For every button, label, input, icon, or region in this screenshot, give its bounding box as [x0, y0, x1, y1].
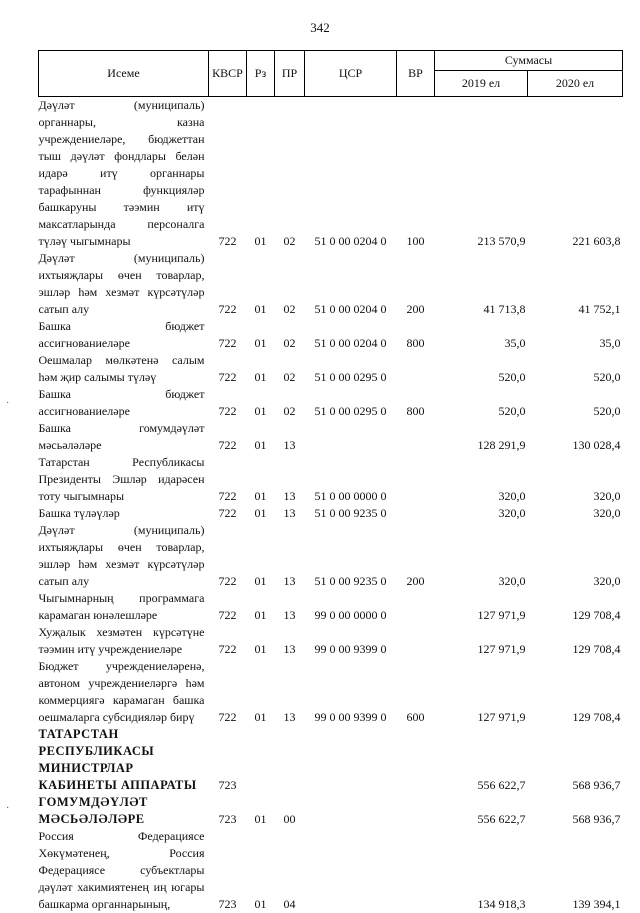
table-row	[39, 590, 623, 624]
row-kvsr: 722	[209, 97, 247, 251]
row-amount-2020: 41 752,1	[528, 250, 623, 318]
row-name: Оешмалар мөлкәтенә салым һәм җир салымы түләү	[39, 352, 209, 386]
row-name: Дәүләт (муниципаль) ихтыяҗлары өчен товарлар, эшләр һәм хезмәт күрсәтүләр сатып алу	[39, 250, 209, 318]
margin-mark: ·	[6, 398, 9, 409]
header-year-2019: 2019 ел	[435, 71, 528, 97]
row-amount-2020: 568 936,7	[528, 794, 623, 828]
header-pr: ПР	[275, 51, 305, 97]
row-name: ТАТАРСТАН РЕСПУБЛИКАСЫ МИНИСТРЛАР КАБИНЕТЫ АППАРАТЫ	[39, 726, 209, 794]
row-csr	[305, 420, 397, 454]
row-csr: 51 0 00 0204 0	[305, 97, 397, 251]
row-amount-2019: 128 291,9	[435, 420, 528, 454]
row-csr: 51 0 00 0204 0	[305, 318, 397, 352]
header-kvsr: КВСР	[209, 51, 247, 97]
row-name: Башка бюджет ассигнованиеләре	[39, 386, 209, 420]
row-vr: 800	[397, 386, 435, 420]
margin-mark: ·	[6, 803, 9, 814]
row-vr	[397, 590, 435, 624]
row-amount-2020: 139 394,1	[528, 828, 623, 913]
row-amount-2020: 35,0	[528, 318, 623, 352]
row-kvsr: 722	[209, 624, 247, 658]
row-amount-2020: 520,0	[528, 352, 623, 386]
row-kvsr: 722	[209, 522, 247, 590]
table-row	[39, 250, 623, 318]
row-rz: 01	[247, 658, 275, 726]
row-csr: 99 0 00 0000 0	[305, 590, 397, 624]
table-row	[39, 454, 623, 505]
row-pr: 13	[275, 658, 305, 726]
row-vr	[397, 624, 435, 658]
row-amount-2020: 129 708,4	[528, 658, 623, 726]
row-vr	[397, 420, 435, 454]
row-name: Татарстан Республикасы Президенты Эшләр идарәсен тоту чыгымнары	[39, 454, 209, 505]
row-rz: 01	[247, 250, 275, 318]
row-name: Бюджет учреждениеләренә, автоном учреждениеләргә һәм коммерциягә карамаган башка оешмаларга субсидияләр бирү	[39, 658, 209, 726]
row-kvsr: 722	[209, 250, 247, 318]
row-vr: 800	[397, 318, 435, 352]
row-kvsr: 723	[209, 828, 247, 913]
row-rz: 01	[247, 624, 275, 658]
row-vr: 200	[397, 250, 435, 318]
row-rz: 01	[247, 794, 275, 828]
row-amount-2019: 134 918,3	[435, 828, 528, 913]
row-amount-2020: 568 936,7	[528, 726, 623, 794]
row-pr: 13	[275, 454, 305, 505]
table-header	[39, 51, 623, 97]
row-pr: 02	[275, 386, 305, 420]
row-vr	[397, 726, 435, 794]
row-rz: 01	[247, 828, 275, 913]
row-csr	[305, 794, 397, 828]
row-name: Башка бюджет ассигнованиеләре	[39, 318, 209, 352]
page-number: 342	[0, 20, 640, 36]
row-pr: 13	[275, 590, 305, 624]
row-kvsr: 722	[209, 352, 247, 386]
row-vr	[397, 828, 435, 913]
row-kvsr: 722	[209, 420, 247, 454]
row-rz: 01	[247, 454, 275, 505]
table-row	[39, 658, 623, 726]
row-csr	[305, 726, 397, 794]
row-pr: 13	[275, 420, 305, 454]
row-kvsr: 722	[209, 386, 247, 420]
row-amount-2019: 213 570,9	[435, 97, 528, 251]
row-kvsr: 723	[209, 794, 247, 828]
row-kvsr: 722	[209, 505, 247, 522]
row-pr: 02	[275, 97, 305, 251]
row-csr: 51 0 00 0295 0	[305, 386, 397, 420]
row-pr: 02	[275, 318, 305, 352]
row-name: Дәүләт (муниципаль) ихтыяҗлары өчен товарлар, эшләр һәм хезмәт күрсәтүләр сатып алу	[39, 522, 209, 590]
row-csr: 51 0 00 9235 0	[305, 522, 397, 590]
row-amount-2019: 127 971,9	[435, 658, 528, 726]
row-amount-2020: 320,0	[528, 522, 623, 590]
row-amount-2019: 41 713,8	[435, 250, 528, 318]
row-amount-2019: 127 971,9	[435, 624, 528, 658]
table-row	[39, 624, 623, 658]
header-name: Исеме	[39, 51, 209, 97]
row-pr: 04	[275, 828, 305, 913]
row-rz	[247, 726, 275, 794]
row-kvsr: 722	[209, 590, 247, 624]
row-csr: 51 0 00 0295 0	[305, 352, 397, 386]
row-rz: 01	[247, 522, 275, 590]
table-row	[39, 828, 623, 913]
table-row	[39, 522, 623, 590]
row-pr: 13	[275, 522, 305, 590]
table-row	[39, 97, 623, 251]
table-row	[39, 726, 623, 794]
row-vr	[397, 794, 435, 828]
row-amount-2019: 520,0	[435, 386, 528, 420]
row-rz: 01	[247, 318, 275, 352]
row-rz: 01	[247, 97, 275, 251]
row-kvsr: 723	[209, 726, 247, 794]
row-csr: 99 0 00 9399 0	[305, 624, 397, 658]
row-rz: 01	[247, 420, 275, 454]
row-amount-2019: 320,0	[435, 454, 528, 505]
row-amount-2019: 520,0	[435, 352, 528, 386]
table-row	[39, 386, 623, 420]
row-csr	[305, 828, 397, 913]
row-csr: 51 0 00 0000 0	[305, 454, 397, 505]
row-name: Башка түләүләр	[39, 505, 209, 522]
table-body	[39, 97, 623, 913]
row-csr: 51 0 00 9235 0	[305, 505, 397, 522]
row-name: Башка гомумдәүләт мәсьәләләре	[39, 420, 209, 454]
table-row	[39, 352, 623, 386]
row-amount-2019: 320,0	[435, 505, 528, 522]
table-row	[39, 794, 623, 828]
row-amount-2020: 320,0	[528, 454, 623, 505]
row-amount-2020: 320,0	[528, 505, 623, 522]
row-rz: 01	[247, 352, 275, 386]
row-name: Чыгымнарның программага карамаган юнәлешләре	[39, 590, 209, 624]
row-rz: 01	[247, 386, 275, 420]
row-name: Хуҗалык хезмәтен күрсәтүне тәэмин итү учреждениеләре	[39, 624, 209, 658]
budget-table	[38, 50, 623, 913]
row-amount-2020: 221 603,8	[528, 97, 623, 251]
row-vr	[397, 352, 435, 386]
row-amount-2019: 35,0	[435, 318, 528, 352]
row-pr	[275, 726, 305, 794]
header-rz: Рз	[247, 51, 275, 97]
row-amount-2020: 520,0	[528, 386, 623, 420]
header-year-2020: 2020 ел	[528, 71, 623, 97]
row-csr: 51 0 00 0204 0	[305, 250, 397, 318]
table-row	[39, 505, 623, 522]
row-amount-2019: 556 622,7	[435, 794, 528, 828]
row-amount-2019: 127 971,9	[435, 590, 528, 624]
row-rz: 01	[247, 505, 275, 522]
row-rz: 01	[247, 590, 275, 624]
row-pr: 02	[275, 352, 305, 386]
table-row	[39, 420, 623, 454]
row-vr: 100	[397, 97, 435, 251]
row-amount-2020: 129 708,4	[528, 624, 623, 658]
row-amount-2020: 129 708,4	[528, 590, 623, 624]
row-vr	[397, 454, 435, 505]
table-row	[39, 318, 623, 352]
row-kvsr: 722	[209, 318, 247, 352]
header-csr: ЦСР	[305, 51, 397, 97]
row-kvsr: 722	[209, 454, 247, 505]
row-kvsr: 722	[209, 658, 247, 726]
row-vr: 600	[397, 658, 435, 726]
row-pr: 13	[275, 624, 305, 658]
row-name: ГОМУМДӘҮЛӘТ МӘСЬӘЛӘЛӘРЕ	[39, 794, 209, 828]
row-name: Россия Федерациясе Хөкүмәтенең, Россия Федерациясе субъектлары дәүләт хакимиятенең иң югары башкарма органнарының,	[39, 828, 209, 913]
row-amount-2019: 320,0	[435, 522, 528, 590]
row-amount-2019: 556 622,7	[435, 726, 528, 794]
row-amount-2020: 130 028,4	[528, 420, 623, 454]
row-csr: 99 0 00 9399 0	[305, 658, 397, 726]
row-vr: 200	[397, 522, 435, 590]
header-sums: Суммасы	[435, 51, 623, 71]
row-pr: 02	[275, 250, 305, 318]
header-vr: ВР	[397, 51, 435, 97]
row-name: Дәүләт (муниципаль) органнары, казна учреждениеләре, бюджеттан тыш дәүләт фондлары белән идарә итү органнары тарафыннан функцияләр башкаруны тәэмин итү максатларында персоналга түләү чыгымнары	[39, 97, 209, 251]
row-vr	[397, 505, 435, 522]
row-pr: 00	[275, 794, 305, 828]
row-pr: 13	[275, 505, 305, 522]
